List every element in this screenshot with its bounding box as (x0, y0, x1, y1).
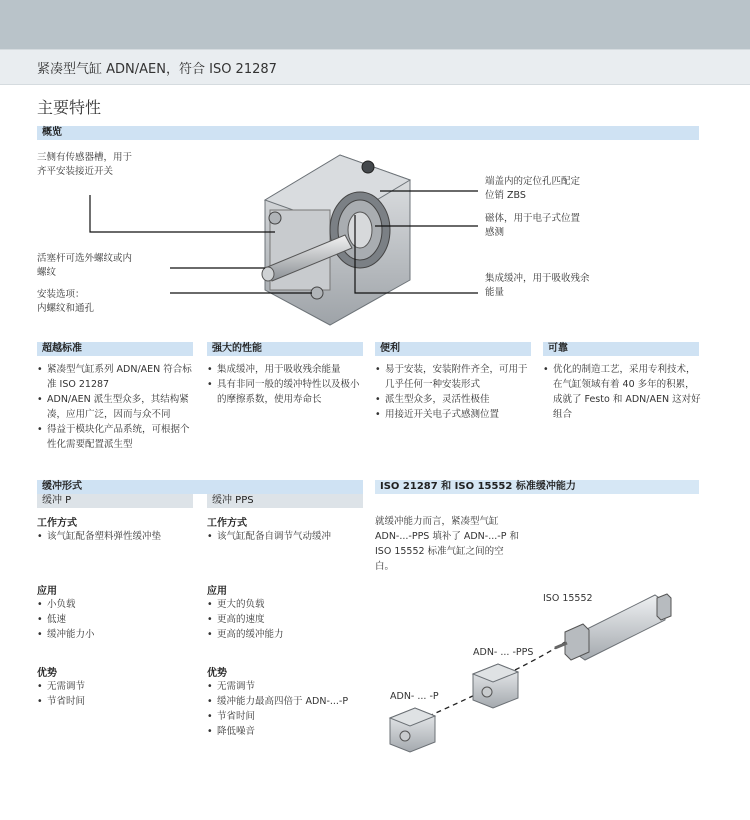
list-item: • 缓冲能力最高四倍于 ADN-...-P (207, 694, 372, 709)
iso-bar-label: ISO 21287 和 ISO 15552 标准缓冲能力 (380, 481, 576, 492)
label-adn-p: ADN- ... -P (390, 691, 439, 702)
list-item: • 更大的负载 (207, 597, 372, 612)
cushioning-bar (37, 480, 363, 494)
list-item: • 缓冲能力小 (37, 627, 197, 642)
callout-line: 集成缓冲，用于吸收残余 (485, 273, 590, 284)
application-heading: 应用 (37, 586, 57, 597)
feature-list-performance (207, 362, 365, 407)
application-heading: 应用 (207, 586, 227, 597)
list-item: • 具有非同一般的缓冲特性以及极小的摩擦系数，使用寿命长 (207, 377, 365, 407)
feature-title: 可靠 (548, 343, 568, 354)
feature-list-reliable (543, 362, 701, 422)
cushioning-p-label: 缓冲 P (42, 495, 72, 506)
label-adn-pps: ADN- ... -PPS (473, 647, 534, 658)
callout-line: 安装选项： (37, 289, 85, 300)
callout-line: 磁体，用于电子式位置 (485, 213, 581, 224)
iso-bar (375, 480, 699, 494)
list-item: • 紧凑型气缸系列 ADN/AEN 符合标准 ISO 21287 (37, 362, 195, 392)
callout-line: 内螺纹和通孔 (37, 303, 95, 314)
feature-title: 强大的性能 (212, 343, 262, 354)
list-item: • 节省时间 (207, 709, 372, 724)
iso-text-line: ADN-...-PPS 填补了 ADN-...-P 和 (375, 531, 519, 542)
callout-line: 端盖内的定位孔匹配定 (485, 176, 581, 187)
header-band (0, 0, 750, 49)
list-item: • 该气缸配备塑料弹性缓冲垫 (37, 529, 197, 544)
list-item: • 无需调节 (37, 679, 197, 694)
overview-bar-label: 概览 (42, 127, 62, 138)
callout-line: 齐平安装接近开关 (37, 166, 114, 177)
list-item: • 节省时间 (37, 694, 197, 709)
feature-bar-beyond-standard (37, 342, 193, 356)
iso-text-line: ISO 15552 标准气缸之间的空 (375, 546, 504, 557)
cushioning-pps-column (207, 514, 372, 739)
cylinder-comparison-illustration (375, 590, 705, 770)
cushioning-bar-label: 缓冲形式 (42, 481, 82, 492)
list-item: • 小负载 (37, 597, 197, 612)
list-item: • 低速 (37, 612, 197, 627)
feature-bar-convenience (375, 342, 531, 356)
callout-line: 螺纹 (37, 267, 57, 278)
operation-heading: 工作方式 (37, 518, 77, 529)
cushioning-pps-label: 缓冲 PPS (212, 495, 254, 506)
iso-text-line: 就缓冲能力而言，紧凑型气缸 (375, 516, 499, 527)
callout-line: 位销 ZBS (485, 190, 526, 201)
cushioning-pps-bar (207, 494, 363, 508)
list-item: • ADN/AEN 派生型众多，其结构紧凑，应用广泛，因而与众不同 (37, 392, 195, 422)
overview-bar (37, 126, 699, 140)
callout-line: 感测 (485, 227, 505, 238)
feature-list-convenience (375, 362, 533, 422)
feature-list-beyond-standard (37, 362, 195, 452)
list-item: • 该气缸配备自调节气动缓冲 (207, 529, 372, 544)
feature-bar-reliable (543, 342, 699, 356)
main-title: 主要特性 (37, 98, 102, 117)
advantages-heading: 优势 (207, 668, 227, 679)
cushioning-p-column (37, 514, 197, 709)
list-item: • 更高的速度 (207, 612, 372, 627)
callout-line: 活塞杆可选外螺纹或内 (37, 253, 133, 264)
list-item: • 用接近开关电子式感测位置 (375, 407, 533, 422)
feature-title: 超越标准 (42, 343, 82, 354)
list-item: • 更高的缓冲能力 (207, 627, 372, 642)
list-item: • 优化的制造工艺，采用专利技术，在气缸领域有着 40 多年的积累，成就了 Festo 和 ADN/AEN 这对好组合 (543, 362, 701, 422)
cylinder-cutaway-illustration (0, 140, 750, 340)
feature-bar-performance (207, 342, 363, 356)
adn-p-cylinder-icon (390, 708, 435, 752)
callout-line: 能量 (485, 287, 505, 298)
list-item: • 派生型众多，灵活性极佳 (375, 392, 533, 407)
operation-heading: 工作方式 (207, 518, 247, 529)
list-item: • 易于安装，安装附件齐全，可用于几乎任何一种安装形式 (375, 362, 533, 392)
list-item: • 集成缓冲，用于吸收残余能量 (207, 362, 365, 377)
cushioning-p-bar (37, 494, 193, 508)
list-item: • 得益于模块化产品系统，可根据个性化需要配置派生型 (37, 422, 195, 452)
iso-15552-cylinder-icon (555, 594, 671, 660)
label-iso-15552: ISO 15552 (543, 593, 593, 604)
list-item: • 降低噪音 (207, 724, 372, 739)
iso-description (375, 514, 545, 574)
document-title: 紧凑型气缸 ADN/AEN，符合 ISO 21287 (37, 62, 277, 77)
callout-line: 三侧有传感器槽，用于 (37, 152, 133, 163)
feature-title: 便利 (380, 343, 400, 354)
list-item: • 无需调节 (207, 679, 372, 694)
advantages-heading: 优势 (37, 668, 57, 679)
adn-pps-cylinder-icon (473, 664, 518, 708)
iso-text-line: 白。 (375, 561, 395, 572)
